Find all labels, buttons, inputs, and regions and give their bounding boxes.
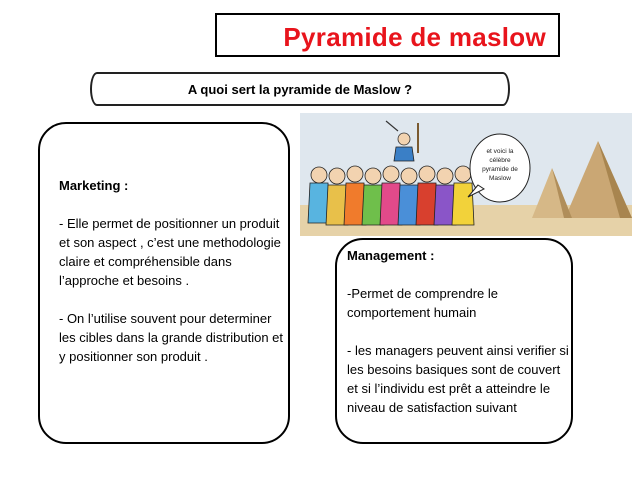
title-box <box>215 13 560 57</box>
management-paragraph-1: -Permet de comprendre le comportement humain <box>347 286 499 320</box>
question-text: A quoi sert la pyramide de Maslow ? <box>187 82 413 97</box>
speech-line-3: pyramide de <box>482 166 518 173</box>
marketing-card <box>38 122 290 444</box>
marketing-text <box>59 176 284 366</box>
speech-line-2: célèbre <box>489 157 511 164</box>
marketing-heading: Marketing : <box>59 178 129 193</box>
management-card <box>335 238 573 444</box>
marketing-paragraph-2: - On l’utilise souvent pour determiner les cibles dans la grande distribution et y positionner son produit . <box>59 311 284 364</box>
management-text <box>347 246 569 417</box>
speech-line-1: et voici la <box>486 148 514 155</box>
marketing-paragraph-1: - Elle permet de positionner un produit et son aspect , c’est une methodologie claire et compréhensible dans l’approche et besoins . <box>59 216 281 288</box>
question-banner <box>90 72 510 106</box>
maslow-cartoon-illustration <box>300 113 632 236</box>
speech-line-4: Maslow <box>488 175 512 182</box>
management-paragraph-2: - les managers peuvent ainsi verifier si les besoins basiques sont de couvert et si l’individu est prêt a atteindre le niveau de satisfaction suivant <box>347 343 569 415</box>
management-heading: Management : <box>347 248 435 263</box>
page-title: Pyramide de maslow <box>283 22 546 52</box>
